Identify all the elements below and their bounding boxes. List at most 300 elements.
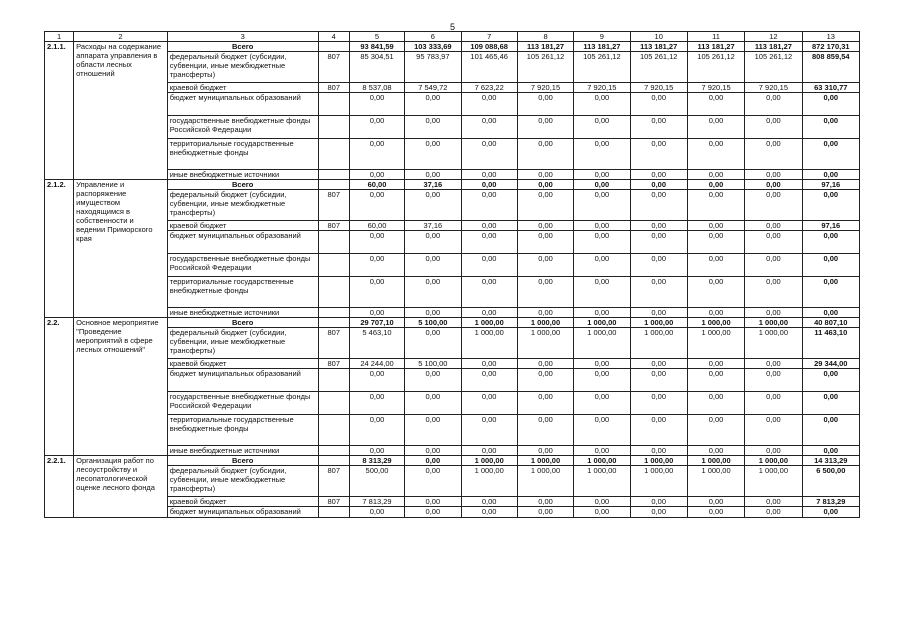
- year-value: 0,00: [517, 507, 573, 518]
- year-value: 0,00: [517, 359, 573, 369]
- year-value: 0,00: [574, 170, 630, 180]
- gov-code: [318, 277, 349, 308]
- row-name: Управление и распоряжение имуществом находящимся в собственности и ведении Приморского края: [74, 180, 168, 318]
- funding-source: иные внебюджетные источники: [167, 170, 318, 180]
- gov-code: 807: [318, 328, 349, 359]
- year-value: 0,00: [405, 456, 461, 466]
- funding-source: территориальные государственные внебюджетные фонды: [167, 415, 318, 446]
- table-row: [45, 466, 860, 497]
- table-row: [45, 180, 860, 190]
- year-value: 0,00: [630, 446, 687, 456]
- year-value: 0,00: [349, 392, 404, 415]
- year-value: 0,00: [630, 369, 687, 392]
- year-value: 37,16: [405, 221, 461, 231]
- year-value: 7 920,15: [745, 83, 802, 93]
- year-value: 0,00: [405, 415, 461, 446]
- funding-source: государственные внебюджетные фонды Российской Федерации: [167, 254, 318, 277]
- year-value: 0,00: [630, 392, 687, 415]
- table-row: [45, 507, 860, 518]
- year-value: 0,00: [405, 446, 461, 456]
- year-value: 0,00: [517, 116, 573, 139]
- year-value: 0,00: [517, 139, 573, 170]
- gov-code: 807: [318, 190, 349, 221]
- year-value: 0,00: [687, 139, 744, 170]
- year-value: 0,00: [349, 116, 404, 139]
- funding-source: федеральный бюджет (субсидии, субвенции, иные межбюджетные трансферты): [167, 52, 318, 83]
- year-value: 0,00: [630, 139, 687, 170]
- year-value: 0,00: [745, 392, 802, 415]
- year-value: 0,00: [517, 170, 573, 180]
- year-value: 7 920,15: [687, 83, 744, 93]
- year-value: 0,00: [630, 170, 687, 180]
- year-value: 0,00: [745, 497, 802, 507]
- funding-source: федеральный бюджет (субсидии, субвенции, иные межбюджетные трансферты): [167, 190, 318, 221]
- year-value: 0,00: [745, 369, 802, 392]
- column-header-5: 5: [349, 32, 404, 42]
- total-value: 0,00: [802, 231, 859, 254]
- funding-source: Всего: [167, 42, 318, 52]
- gov-code: [318, 446, 349, 456]
- year-value: 0,00: [687, 359, 744, 369]
- year-value: 0,00: [687, 221, 744, 231]
- table-row: [45, 415, 860, 446]
- gov-code: 807: [318, 466, 349, 497]
- year-value: 0,00: [349, 277, 404, 308]
- total-value: 6 500,00: [802, 466, 859, 497]
- year-value: 0,00: [745, 139, 802, 170]
- year-value: 7 920,15: [630, 83, 687, 93]
- year-value: 0,00: [517, 180, 573, 190]
- year-value: 0,00: [630, 507, 687, 518]
- year-value: 1 000,00: [461, 456, 517, 466]
- gov-code: [318, 507, 349, 518]
- table-row: [45, 116, 860, 139]
- year-value: 8 313,29: [349, 456, 404, 466]
- gov-code: [318, 254, 349, 277]
- year-value: 113 181,27: [687, 42, 744, 52]
- year-value: 0,00: [574, 369, 630, 392]
- table-row: [45, 231, 860, 254]
- column-header-8: 8: [517, 32, 573, 42]
- year-value: 0,00: [574, 190, 630, 221]
- funding-source: бюджет муниципальных образований: [167, 369, 318, 392]
- year-value: 1 000,00: [687, 318, 744, 328]
- year-value: 0,00: [517, 190, 573, 221]
- year-value: 7 813,29: [349, 497, 404, 507]
- total-value: 63 310,77: [802, 83, 859, 93]
- column-header-9: 9: [574, 32, 630, 42]
- year-value: 0,00: [405, 190, 461, 221]
- year-value: 1 000,00: [574, 466, 630, 497]
- year-value: 0,00: [461, 254, 517, 277]
- gov-code: [318, 308, 349, 318]
- table-row: [45, 93, 860, 116]
- table-row: [45, 369, 860, 392]
- total-value: 872 170,31: [802, 42, 859, 52]
- year-value: 0,00: [745, 170, 802, 180]
- year-value: 113 181,27: [574, 42, 630, 52]
- year-value: 0,00: [349, 308, 404, 318]
- year-value: 0,00: [405, 254, 461, 277]
- year-value: 0,00: [687, 254, 744, 277]
- funding-source: территориальные государственные внебюджетные фонды: [167, 277, 318, 308]
- year-value: 5 463,10: [349, 328, 404, 359]
- year-value: 0,00: [630, 190, 687, 221]
- year-value: 0,00: [687, 231, 744, 254]
- year-value: 0,00: [405, 497, 461, 507]
- year-value: 0,00: [405, 170, 461, 180]
- gov-code: [318, 392, 349, 415]
- total-value: 0,00: [802, 277, 859, 308]
- column-header-2: 2: [74, 32, 168, 42]
- year-value: 0,00: [745, 254, 802, 277]
- funding-source: федеральный бюджет (субсидии, субвенции, иные межбюджетные трансферты): [167, 328, 318, 359]
- year-value: 0,00: [349, 415, 404, 446]
- year-value: 1 000,00: [517, 466, 573, 497]
- year-value: 0,00: [517, 221, 573, 231]
- year-value: 0,00: [349, 190, 404, 221]
- year-value: 0,00: [745, 308, 802, 318]
- table-row: [45, 446, 860, 456]
- year-value: 1 000,00: [517, 328, 573, 359]
- year-value: 1 000,00: [745, 328, 802, 359]
- year-value: 0,00: [574, 392, 630, 415]
- row-name: Основное мероприятие "Проведение мероприятий в сфере лесных отношений": [74, 318, 168, 456]
- table-row: [45, 359, 860, 369]
- year-value: 105 261,12: [687, 52, 744, 83]
- year-value: 0,00: [745, 180, 802, 190]
- year-value: 5 100,00: [405, 318, 461, 328]
- year-value: 0,00: [745, 507, 802, 518]
- year-value: 0,00: [349, 231, 404, 254]
- total-value: 29 344,00: [802, 359, 859, 369]
- table-row: [45, 277, 860, 308]
- year-value: 109 088,68: [461, 42, 517, 52]
- gov-code: [318, 415, 349, 446]
- year-value: 0,00: [630, 359, 687, 369]
- year-value: 24 244,00: [349, 359, 404, 369]
- year-value: 0,00: [349, 93, 404, 116]
- row-code: 2.2.1.: [45, 456, 74, 518]
- year-value: 0,00: [461, 359, 517, 369]
- gov-code: [318, 369, 349, 392]
- year-value: 0,00: [517, 277, 573, 308]
- year-value: 0,00: [405, 116, 461, 139]
- year-value: 1 000,00: [745, 466, 802, 497]
- year-value: 0,00: [574, 93, 630, 116]
- year-value: 8 537,08: [349, 83, 404, 93]
- year-value: 0,00: [461, 446, 517, 456]
- year-value: 1 000,00: [630, 318, 687, 328]
- year-value: 85 304,51: [349, 52, 404, 83]
- funding-source: краевой бюджет: [167, 359, 318, 369]
- year-value: 0,00: [517, 231, 573, 254]
- total-value: 0,00: [802, 254, 859, 277]
- year-value: 105 261,12: [630, 52, 687, 83]
- year-value: 0,00: [349, 446, 404, 456]
- year-value: 0,00: [461, 231, 517, 254]
- table-row: [45, 42, 860, 52]
- year-value: 1 000,00: [687, 456, 744, 466]
- total-value: 0,00: [802, 415, 859, 446]
- year-value: 0,00: [461, 308, 517, 318]
- total-value: 0,00: [802, 369, 859, 392]
- year-value: 0,00: [405, 308, 461, 318]
- year-value: 1 000,00: [687, 466, 744, 497]
- year-value: 0,00: [745, 231, 802, 254]
- year-value: 0,00: [574, 277, 630, 308]
- year-value: 0,00: [405, 328, 461, 359]
- total-value: 0,00: [802, 190, 859, 221]
- total-value: 0,00: [802, 308, 859, 318]
- total-value: 97,16: [802, 180, 859, 190]
- gov-code: [318, 318, 349, 328]
- year-value: 0,00: [349, 170, 404, 180]
- gov-code: 807: [318, 83, 349, 93]
- year-value: 1 000,00: [630, 456, 687, 466]
- year-value: 0,00: [405, 93, 461, 116]
- table-row: [45, 328, 860, 359]
- year-value: 1 000,00: [630, 466, 687, 497]
- column-header-12: 12: [745, 32, 802, 42]
- column-header-13: 13: [802, 32, 859, 42]
- table-row: [45, 308, 860, 318]
- total-value: 7 813,29: [802, 497, 859, 507]
- year-value: 0,00: [630, 415, 687, 446]
- year-value: 0,00: [574, 231, 630, 254]
- gov-code: [318, 93, 349, 116]
- year-value: 0,00: [461, 190, 517, 221]
- year-value: 0,00: [517, 369, 573, 392]
- gov-code: 807: [318, 497, 349, 507]
- year-value: 101 465,46: [461, 52, 517, 83]
- table-row: [45, 190, 860, 221]
- year-value: 0,00: [630, 308, 687, 318]
- column-header-7: 7: [461, 32, 517, 42]
- total-value: 11 463,10: [802, 328, 859, 359]
- year-value: 0,00: [745, 359, 802, 369]
- total-value: 0,00: [802, 116, 859, 139]
- year-value: 105 261,12: [574, 52, 630, 83]
- funding-source: краевой бюджет: [167, 497, 318, 507]
- column-header-3: 3: [167, 32, 318, 42]
- total-value: 0,00: [802, 170, 859, 180]
- year-value: 0,00: [745, 116, 802, 139]
- year-value: 1 000,00: [745, 456, 802, 466]
- gov-code: [318, 170, 349, 180]
- year-value: 0,00: [349, 369, 404, 392]
- year-value: 60,00: [349, 221, 404, 231]
- year-value: 0,00: [687, 369, 744, 392]
- table-row: [45, 497, 860, 507]
- funding-source: иные внебюджетные источники: [167, 308, 318, 318]
- gov-code: 807: [318, 221, 349, 231]
- gov-code: [318, 116, 349, 139]
- year-value: 1 000,00: [461, 466, 517, 497]
- year-value: 0,00: [574, 221, 630, 231]
- year-value: 0,00: [574, 497, 630, 507]
- row-name: Расходы на содержание аппарата управления в области лесных отношений: [74, 42, 168, 180]
- year-value: 7 623,22: [461, 83, 517, 93]
- year-value: 0,00: [461, 93, 517, 116]
- year-value: 29 707,10: [349, 318, 404, 328]
- gov-code: 807: [318, 52, 349, 83]
- year-value: 0,00: [630, 180, 687, 190]
- year-value: 0,00: [517, 446, 573, 456]
- year-value: 7 920,15: [517, 83, 573, 93]
- gov-code: [318, 42, 349, 52]
- year-value: 0,00: [630, 221, 687, 231]
- year-value: 0,00: [630, 116, 687, 139]
- table-row: [45, 170, 860, 180]
- year-value: 93 841,59: [349, 42, 404, 52]
- table-row: [45, 392, 860, 415]
- year-value: 0,00: [687, 415, 744, 446]
- year-value: 1 000,00: [630, 328, 687, 359]
- year-value: 0,00: [630, 93, 687, 116]
- year-value: 0,00: [517, 392, 573, 415]
- year-value: 113 181,27: [630, 42, 687, 52]
- year-value: 0,00: [574, 254, 630, 277]
- table-row: [45, 139, 860, 170]
- total-value: 97,16: [802, 221, 859, 231]
- funding-source: государственные внебюджетные фонды Российской Федерации: [167, 116, 318, 139]
- year-value: 0,00: [687, 497, 744, 507]
- funding-source: Всего: [167, 318, 318, 328]
- funding-source: иные внебюджетные источники: [167, 446, 318, 456]
- funding-source: краевой бюджет: [167, 83, 318, 93]
- year-value: 0,00: [574, 446, 630, 456]
- page-number: 5: [449, 22, 455, 32]
- year-value: 0,00: [461, 139, 517, 170]
- year-value: 0,00: [461, 170, 517, 180]
- year-value: 0,00: [745, 446, 802, 456]
- year-value: 0,00: [687, 190, 744, 221]
- year-value: 0,00: [405, 139, 461, 170]
- year-value: 500,00: [349, 466, 404, 497]
- column-header-10: 10: [630, 32, 687, 42]
- year-value: 105 261,12: [517, 52, 573, 83]
- year-value: 0,00: [687, 308, 744, 318]
- header-row: [45, 32, 860, 42]
- table-row: [45, 221, 860, 231]
- year-value: 0,00: [461, 221, 517, 231]
- row-name: Организация работ по лесоустройству и лесопатологической оценке лесного фонда: [74, 456, 168, 518]
- year-value: 37,16: [405, 180, 461, 190]
- year-value: 0,00: [461, 180, 517, 190]
- year-value: 0,00: [517, 497, 573, 507]
- year-value: 0,00: [461, 369, 517, 392]
- year-value: 0,00: [461, 116, 517, 139]
- year-value: 60,00: [349, 180, 404, 190]
- year-value: 0,00: [405, 277, 461, 308]
- year-value: 1 000,00: [461, 318, 517, 328]
- year-value: 0,00: [574, 415, 630, 446]
- year-value: 1 000,00: [574, 456, 630, 466]
- year-value: 0,00: [517, 308, 573, 318]
- funding-source: краевой бюджет: [167, 221, 318, 231]
- total-value: 0,00: [802, 93, 859, 116]
- year-value: 1 000,00: [687, 328, 744, 359]
- year-value: 0,00: [574, 180, 630, 190]
- year-value: 0,00: [517, 254, 573, 277]
- total-value: 14 313,29: [802, 456, 859, 466]
- year-value: 0,00: [574, 507, 630, 518]
- year-value: 0,00: [349, 507, 404, 518]
- year-value: 1 000,00: [517, 456, 573, 466]
- year-value: 0,00: [574, 139, 630, 170]
- year-value: 0,00: [405, 507, 461, 518]
- year-value: 0,00: [687, 507, 744, 518]
- year-value: 5 100,00: [405, 359, 461, 369]
- column-header-4: 4: [318, 32, 349, 42]
- year-value: 0,00: [745, 415, 802, 446]
- total-value: 0,00: [802, 392, 859, 415]
- gov-code: [318, 231, 349, 254]
- year-value: 0,00: [745, 277, 802, 308]
- year-value: 7 549,72: [405, 83, 461, 93]
- table-row: [45, 254, 860, 277]
- funding-source: Всего: [167, 180, 318, 190]
- year-value: 0,00: [517, 415, 573, 446]
- year-value: 0,00: [461, 497, 517, 507]
- total-value: 0,00: [802, 139, 859, 170]
- table-row: [45, 318, 860, 328]
- year-value: 0,00: [461, 507, 517, 518]
- funding-source: Всего: [167, 456, 318, 466]
- year-value: 0,00: [349, 139, 404, 170]
- year-value: 0,00: [630, 277, 687, 308]
- year-value: 1 000,00: [745, 318, 802, 328]
- funding-source: бюджет муниципальных образований: [167, 93, 318, 116]
- funding-source: государственные внебюджетные фонды Российской Федерации: [167, 392, 318, 415]
- year-value: 0,00: [687, 446, 744, 456]
- table-row: [45, 456, 860, 466]
- year-value: 0,00: [574, 359, 630, 369]
- year-value: 0,00: [687, 277, 744, 308]
- year-value: 0,00: [405, 369, 461, 392]
- gov-code: [318, 456, 349, 466]
- funding-source: бюджет муниципальных образований: [167, 231, 318, 254]
- year-value: 103 333,69: [405, 42, 461, 52]
- year-value: 0,00: [574, 116, 630, 139]
- total-value: 0,00: [802, 507, 859, 518]
- year-value: 105 261,12: [745, 52, 802, 83]
- year-value: 113 181,27: [745, 42, 802, 52]
- table-row: [45, 83, 860, 93]
- year-value: 0,00: [630, 231, 687, 254]
- year-value: 0,00: [405, 392, 461, 415]
- year-value: 0,00: [687, 93, 744, 116]
- column-header-1: 1: [45, 32, 74, 42]
- year-value: 0,00: [687, 392, 744, 415]
- year-value: 0,00: [745, 93, 802, 116]
- year-value: 1 000,00: [461, 328, 517, 359]
- year-value: 0,00: [630, 254, 687, 277]
- funding-source: федеральный бюджет (субсидии, субвенции, иные межбюджетные трансферты): [167, 466, 318, 497]
- year-value: 0,00: [405, 231, 461, 254]
- funding-source: территориальные государственные внебюджетные фонды: [167, 139, 318, 170]
- row-code: 2.1.2.: [45, 180, 74, 318]
- year-value: 0,00: [687, 180, 744, 190]
- year-value: 1 000,00: [517, 318, 573, 328]
- total-value: 0,00: [802, 446, 859, 456]
- year-value: 0,00: [349, 254, 404, 277]
- year-value: 0,00: [517, 93, 573, 116]
- year-value: 0,00: [630, 497, 687, 507]
- column-header-6: 6: [405, 32, 461, 42]
- total-value: 40 807,10: [802, 318, 859, 328]
